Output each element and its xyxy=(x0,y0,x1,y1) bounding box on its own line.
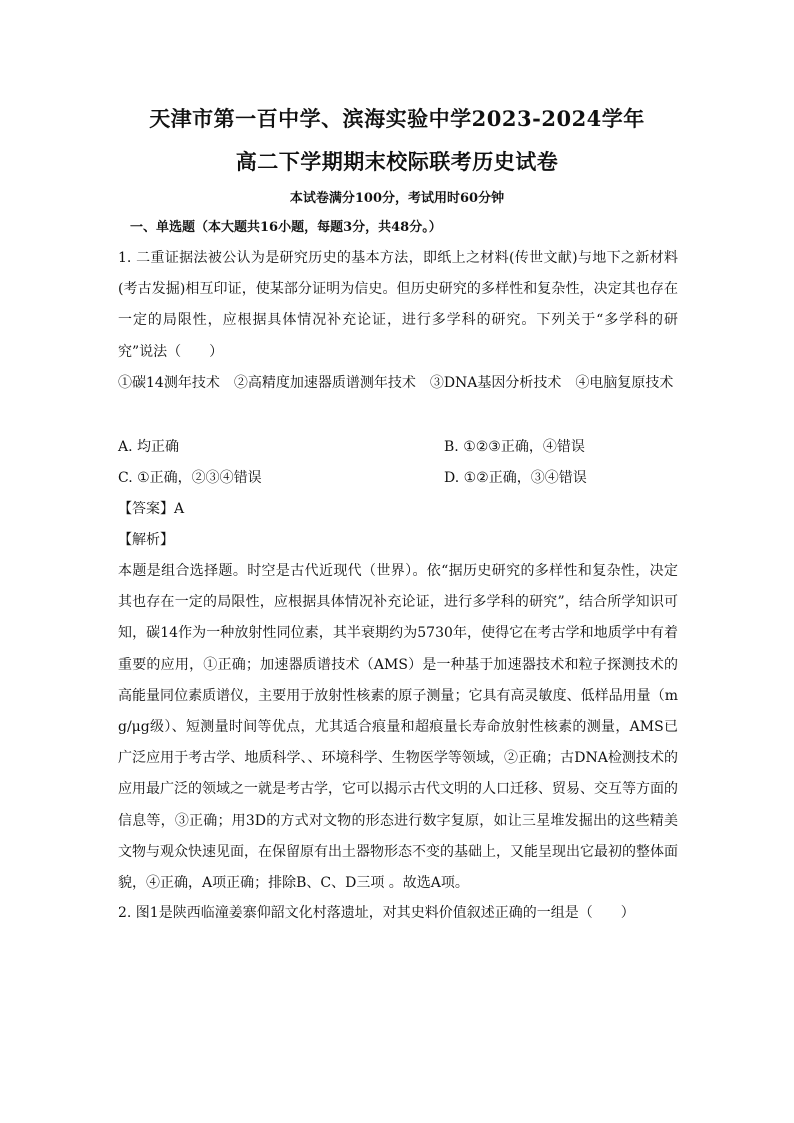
question-1-items: ①碳14测年技术 ②高精度加速器质谱测年技术 ③DNA基因分析技术 ④电脑复原技术 xyxy=(118,375,674,391)
section-heading: 一、单选题（本大题共16小题，每题3分，共48分。） xyxy=(130,220,442,235)
exam-title-line2: 高二下学期期末校际联考历史试卷 xyxy=(235,149,559,174)
exam-subtitle: 本试卷满分100分，考试用时60分钟 xyxy=(289,191,505,206)
question-1-option-b: B. ①②③正确，④错误 xyxy=(444,439,585,455)
question-1-option-a: A. 均正确 xyxy=(118,439,180,455)
question-2-stem: 2. 图1是陕西临潼姜寨仰韶文化村落遗址，对其史料价值叙述正确的一组是（ ） xyxy=(118,905,635,921)
exam-title-line1: 天津市第一百中学、滨海实验中学2023-2024学年 xyxy=(149,106,645,131)
question-1-analysis: 本题是组合选择题。时空是古代近现代（世界）。依“据历史研究的多样性和复杂性，决定其也存在一定的局限性，应根据具体情况补充论证，进行多学科的研究”，结合所学知识可知，碳14作为一种放射性同位素，其半衰期约为5730年，使得它在考古学和地质学中有着重要的应用，①正确；加速器质谱技术（AMS）是一种基于加速器技术和粒子探测技术的高能量同位素质谱仪，主要用于放射性核素的原子测量；它具有高灵敏度、低样品用量（mg/μg级）、短测量时间等优点，尤其适合痕量和超痕量长寿命放射性核素的测量，AMS已广泛应用于考古学、地质科学、、环境科学、生物医学等领域，②正确；古DNA检测技术的应用最广泛的领域之一就是考古学，它可以揭示古代文明的人口迁移、贸易、交互等方面的信息等，③正确；用3D的方式对文物的形态进行数字复原，如让三星堆发掘出的这些精美文物与观众快速见面，在保留原有出土器物形态不变的基础上，又能呈现出它最初的整体面貌，④正确，A项正确；排除B、C、D三项 。故选A项。 xyxy=(118,563,678,892)
question-1-analysis-label: 【解析】 xyxy=(118,532,174,548)
question-1-option-c: C. ①正确，②③④错误 xyxy=(118,470,262,486)
question-1-stem: 1. 二重证据法被公认为是研究历史的基本方法，即纸上之材料(传世文献)与地下之新材料(考古发掘)相互印证，使某部分证明为信史。但历史研究的多样性和复杂性，决定其也存在一定的局限性，应根据具体情况补充论证，进行多学科的研究。下列关于“多学科的研究”说法（ ） xyxy=(118,250,678,360)
question-1-answer: 【答案】A xyxy=(118,501,185,517)
question-1-option-d: D. ①②正确，③④错误 xyxy=(444,470,587,486)
